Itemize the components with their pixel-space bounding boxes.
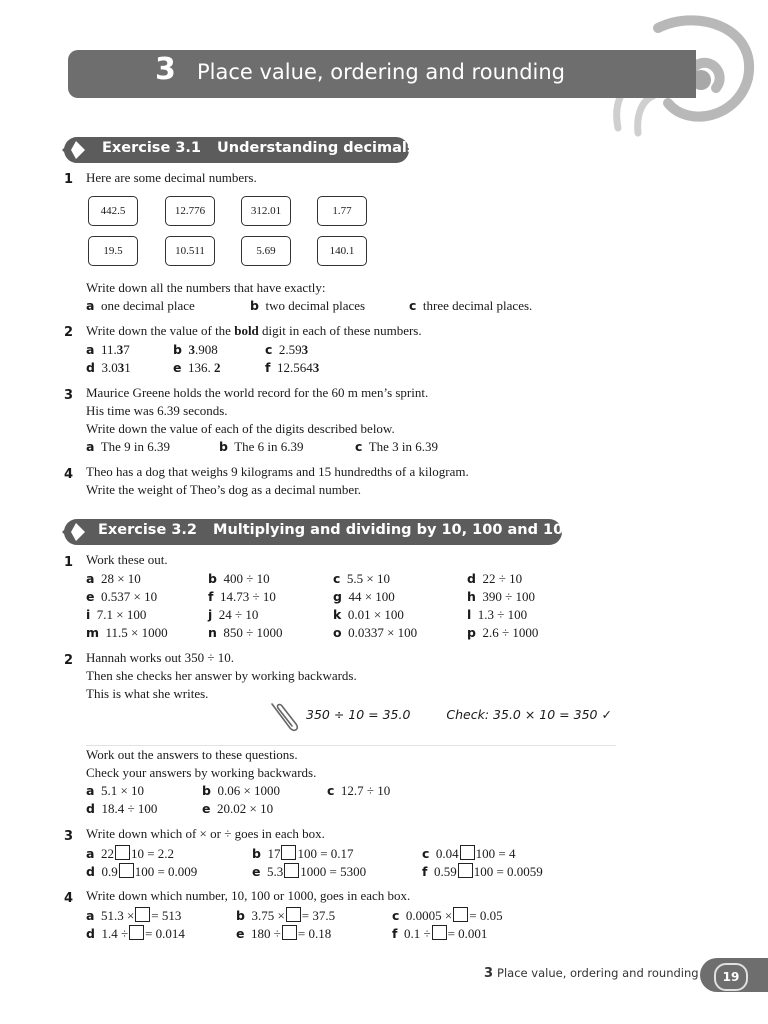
exercise-3-1-header <box>64 137 416 163</box>
part-e: e 20.02 × 10 <box>202 801 274 816</box>
answer-box[interactable] <box>135 907 150 922</box>
part-b: b 0.06 × 1000 <box>202 783 281 798</box>
decimal-box: 10.511 <box>165 236 215 266</box>
part-d: d 3.031 <box>86 360 131 375</box>
decimal-box: 5.69 <box>241 236 291 266</box>
working-text: 350 ÷ 10 = 35.0 <box>306 707 411 722</box>
question-text: Write down the value of each of the digits described below. <box>86 421 395 436</box>
part-f: f 14.73 ÷ 10 <box>208 589 276 604</box>
part-d: d 22 ÷ 10 <box>467 571 523 586</box>
divider <box>86 745 616 746</box>
part-a: a 51.3 × = 513 <box>86 908 182 923</box>
question-text: Check your answers by working backwards. <box>86 765 317 780</box>
answer-box[interactable] <box>286 907 301 922</box>
question-text: Write down which number, 10, 100 or 1000, goes in each box. <box>86 888 411 903</box>
chapter-number: 3 <box>155 52 176 87</box>
question-text: Work out the answers to these questions. <box>86 747 298 762</box>
exercise-3-2-header <box>64 519 584 545</box>
diamond-icon <box>62 519 88 545</box>
part-e: e 136. 2 <box>173 360 221 375</box>
part-c: c three decimal places. <box>409 298 533 313</box>
part-a: a 22 10 = 2.2 <box>86 846 175 861</box>
answer-box[interactable] <box>119 863 134 878</box>
question-text: Write the weight of Theo’s dog as a decimal number. <box>86 482 362 497</box>
chapter-title: Place value, ordering and rounding <box>197 60 565 84</box>
decimal-box: 19.5 <box>88 236 138 266</box>
part-d: d 0.9 100 = 0.009 <box>86 864 198 879</box>
part-k: k 0.01 × 100 <box>333 607 404 622</box>
part-f: f 0.59 100 = 0.0059 <box>422 864 543 879</box>
exercise-title: Understanding decimals <box>217 140 416 156</box>
part-e: e 5.3 1000 = 5300 <box>252 864 367 879</box>
instruction: Write down all the numbers that have exactly: <box>86 280 326 295</box>
question-text: Work these out. <box>86 552 168 567</box>
check-text: Check: 35.0 × 10 = 350 ✓ <box>446 707 612 722</box>
question-text: His time was 6.39 seconds. <box>86 403 228 418</box>
part-i: i 7.1 × 100 <box>86 607 147 622</box>
part-g: g 44 × 100 <box>333 589 395 604</box>
question-text: This is what she writes. <box>86 686 209 701</box>
part-n: n 850 ÷ 1000 <box>208 625 283 640</box>
question-text: Write down which of × or ÷ goes in each box. <box>86 826 325 841</box>
part-c: c 0.0005 × = 0.05 <box>392 908 503 923</box>
paperclip-icon <box>268 698 308 738</box>
answer-box[interactable] <box>129 925 144 940</box>
part-c: c 0.04 100 = 4 <box>422 846 516 861</box>
part-c: c 12.7 ÷ 10 <box>327 783 391 798</box>
question-text: Here are some decimal numbers. <box>86 170 257 185</box>
answer-box[interactable] <box>281 845 296 860</box>
part-b: b two decimal places <box>250 298 366 313</box>
answer-box[interactable] <box>458 863 473 878</box>
answer-box[interactable] <box>453 907 468 922</box>
question-2: 2 <box>64 653 74 668</box>
answer-box[interactable] <box>432 925 447 940</box>
exercise-title: Multiplying and dividing by 10, 100 and 1000 <box>213 522 584 538</box>
answer-box[interactable] <box>282 925 297 940</box>
part-a: a 28 × 10 <box>86 571 141 586</box>
part-l: l 1.3 ÷ 100 <box>467 607 528 622</box>
question-text: Then she checks her answer by working backwards. <box>86 668 357 683</box>
part-o: o 0.0337 × 100 <box>333 625 418 640</box>
exercise-number: Exercise 3.2 <box>98 522 198 538</box>
part-f: f 0.1 ÷ = 0.001 <box>392 926 488 941</box>
answer-box[interactable] <box>284 863 299 878</box>
part-e: e 180 ÷ = 0.18 <box>236 926 332 941</box>
decimal-box: 312.01 <box>241 196 291 226</box>
part-d: d 1.4 ÷ = 0.014 <box>86 926 185 941</box>
part-h: h 390 ÷ 100 <box>467 589 536 604</box>
running-footer: 3 Place value, ordering and rounding <box>484 966 699 981</box>
diamond-icon <box>62 137 88 163</box>
decimal-box: 442.5 <box>88 196 138 226</box>
question-4: 4 <box>64 467 74 482</box>
part-d: d 18.4 ÷ 100 <box>86 801 158 816</box>
part-b: b 17 100 = 0.17 <box>252 846 354 861</box>
question-text: Hannah works out 350 ÷ 10. <box>86 650 234 665</box>
part-b: b 3.908 <box>173 342 218 357</box>
part-c: c The 3 in 6.39 <box>355 439 439 454</box>
question-text: Maurice Greene holds the world record for the 60 m men’s sprint. <box>86 385 429 400</box>
part-a: a 5.1 × 10 <box>86 783 145 798</box>
decimal-box: 12.776 <box>165 196 215 226</box>
part-c: c 2.593 <box>265 342 309 357</box>
part-e: e 0.537 × 10 <box>86 589 158 604</box>
decimal-box: 140.1 <box>317 236 367 266</box>
answer-box[interactable] <box>115 845 130 860</box>
part-b: b The 6 in 6.39 <box>219 439 304 454</box>
part-a: a one decimal place <box>86 298 195 313</box>
answer-box[interactable] <box>460 845 475 860</box>
question-text: Write down the value of the bold digit in each of these numbers. <box>86 323 422 338</box>
question-3: 3 <box>64 829 74 844</box>
page-number: 19 <box>714 963 748 991</box>
question-text: Theo has a dog that weighs 9 kilograms and 15 hundredths of a kilogram. <box>86 464 469 479</box>
worked-example <box>306 707 612 722</box>
part-a: a 11.37 <box>86 342 130 357</box>
question-1: 1 <box>64 172 74 187</box>
question-3: 3 <box>64 388 74 403</box>
part-m: m 11.5 × 1000 <box>86 625 168 640</box>
part-a: a The 9 in 6.39 <box>86 439 171 454</box>
part-p: p 2.6 ÷ 1000 <box>467 625 539 640</box>
part-b: b 400 ÷ 10 <box>208 571 270 586</box>
decimal-box: 1.77 <box>317 196 367 226</box>
part-b: b 3.75 × = 37.5 <box>236 908 336 923</box>
part-f: f 12.5643 <box>265 360 320 375</box>
question-4: 4 <box>64 891 74 906</box>
exercise-number: Exercise 3.1 <box>102 140 202 156</box>
question-1: 1 <box>64 555 74 570</box>
question-2: 2 <box>64 325 74 340</box>
part-j: j 24 ÷ 10 <box>208 607 259 622</box>
part-c: c 5.5 × 10 <box>333 571 391 586</box>
